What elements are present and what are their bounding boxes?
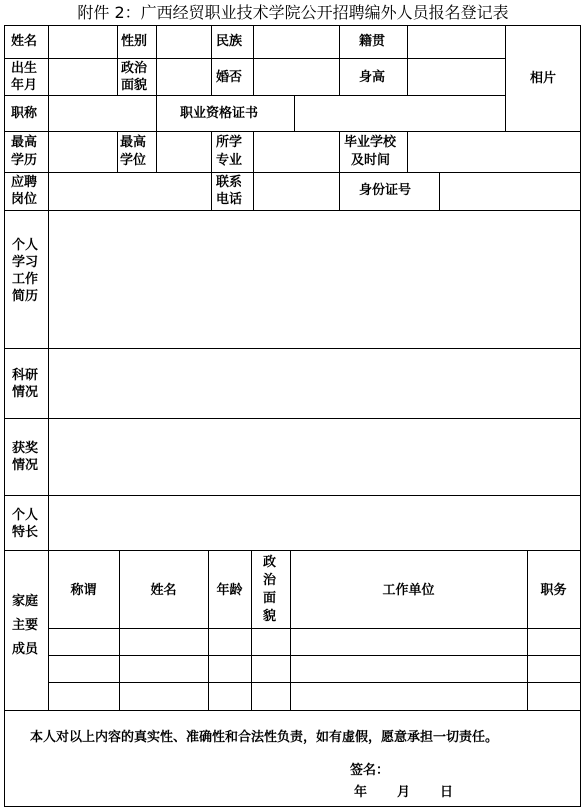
- name-label: 姓名: [11, 34, 38, 49]
- rule: [407, 25, 408, 95]
- rule: [339, 131, 340, 172]
- rule: [156, 95, 157, 131]
- rule: [4, 710, 581, 711]
- date-month-label: 月: [397, 785, 411, 800]
- degree-label-line2: 学位: [120, 153, 147, 168]
- rule: [339, 25, 340, 95]
- rule: [211, 131, 212, 210]
- rule: [439, 172, 440, 210]
- rule: [4, 418, 581, 419]
- rule: [4, 58, 505, 59]
- marital-label: 婚否: [216, 70, 243, 85]
- rule: [407, 131, 408, 172]
- family-age-header: 年龄: [216, 583, 243, 598]
- education-label-line2: 学历: [11, 153, 38, 168]
- rule: [119, 550, 120, 710]
- rule: [4, 210, 581, 211]
- rule: [580, 25, 581, 807]
- school-label-line2: 及时间: [351, 153, 391, 168]
- title-rank-label: 职称: [11, 106, 38, 121]
- rule: [48, 25, 49, 710]
- rule: [527, 550, 528, 710]
- degree-label-line1: 最高: [120, 135, 147, 150]
- gender-label: 性别: [121, 34, 148, 49]
- major-label-line2: 专业: [216, 153, 243, 168]
- family-relation-header: 称谓: [70, 583, 97, 598]
- rule: [4, 348, 581, 349]
- post-label-line1: 应聘: [11, 175, 38, 190]
- rule: [505, 25, 506, 131]
- rule: [4, 25, 5, 807]
- political-label-line2: 面貌: [121, 78, 148, 93]
- rule: [156, 131, 157, 172]
- birth-label-line1: 出生: [11, 61, 38, 76]
- family-name-header: 姓名: [150, 583, 177, 598]
- rule: [251, 550, 252, 710]
- rule: [211, 25, 212, 95]
- family-political-header: 政治面貌: [263, 555, 277, 624]
- rule: [48, 628, 581, 629]
- rule: [253, 131, 254, 210]
- rule: [4, 131, 581, 132]
- rule: [339, 172, 340, 210]
- birth-label-line2: 年月: [11, 78, 38, 93]
- rule: [4, 172, 581, 173]
- registration-form-table: [4, 25, 581, 807]
- major-label-line1: 所学: [216, 135, 243, 150]
- education-label-line1: 最高: [11, 135, 38, 150]
- ethnicity-label: 民族: [216, 34, 243, 49]
- phone-label-line2: 电话: [216, 192, 243, 207]
- date-day-label: 日: [440, 785, 454, 800]
- date-year-label: 年: [354, 785, 368, 800]
- specialty-label: 个人特长: [12, 508, 39, 540]
- awards-label: 获奖情况: [12, 441, 39, 473]
- signature-label: 签名：: [350, 763, 390, 778]
- rule: [294, 95, 295, 131]
- rule: [4, 25, 581, 26]
- research-label: 科研情况: [12, 368, 39, 400]
- post-label-line2: 岗位: [11, 192, 38, 207]
- rule: [48, 655, 581, 656]
- rule: [208, 550, 209, 710]
- rule: [156, 25, 157, 95]
- family-employer-header: 工作单位: [382, 583, 435, 598]
- rule: [4, 95, 505, 96]
- photo-label: 相片: [530, 71, 557, 86]
- rule: [4, 495, 581, 496]
- rule: [4, 550, 581, 551]
- political-label-line1: 政治: [121, 61, 148, 76]
- declaration-text: 本人对以上内容的真实性、准确性和合法性负责，如有虚假，愿意承担一切责任。: [30, 730, 499, 745]
- school-label-line1: 毕业学校: [344, 135, 397, 150]
- rule: [117, 25, 118, 95]
- family-label: 家庭主要成员: [12, 594, 39, 657]
- rule: [117, 131, 118, 172]
- family-position-header: 职务: [540, 583, 567, 598]
- rule: [48, 682, 581, 683]
- document-title: 附件 2：广西经贸职业技术学院公开招聘编外人员报名登记表: [77, 3, 509, 22]
- phone-label-line1: 联系: [216, 175, 243, 190]
- height-label: 身高: [359, 70, 386, 85]
- rule: [4, 806, 581, 807]
- native-place-label: 籍贯: [359, 34, 386, 49]
- id-number-label: 身份证号: [359, 183, 412, 198]
- rule: [290, 550, 291, 710]
- rule: [253, 25, 254, 95]
- resume-label: 个人学习工作简历: [12, 238, 39, 304]
- qualification-label: 职业资格证书: [180, 106, 259, 121]
